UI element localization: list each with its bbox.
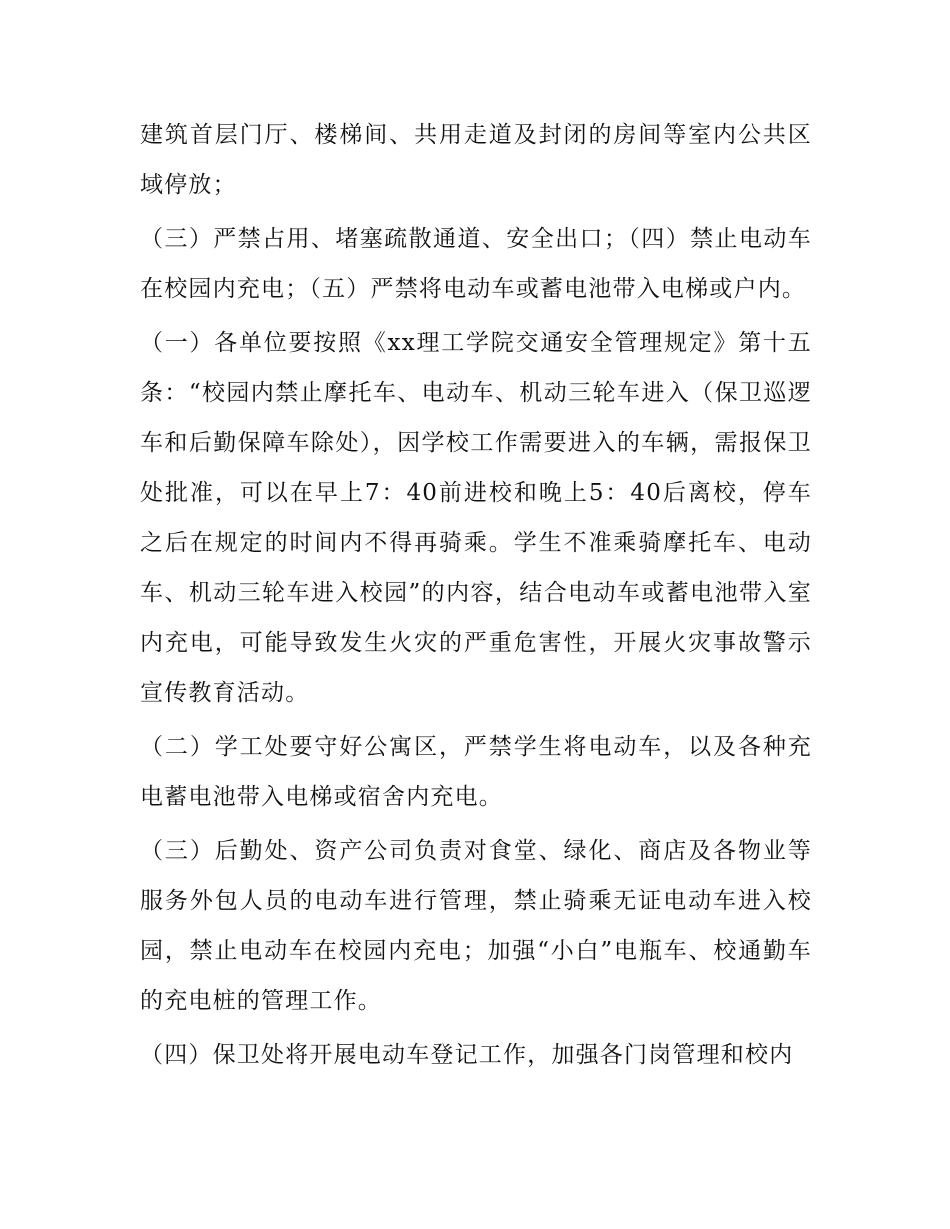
paragraph-traffic-regulation: （一）各单位要按照《xx理工学院交通安全管理规定》第十五条：“校园内禁止摩托车、电动车、机动三轮车进入（保卫巡逻车和后勤保障车除处），因学校工作需要进入的车辆，需报保卫处批准，可以在早上7：40前进校和晚上5：40后离校，停车之后在规定的时间内不得再骑乘。学生不准乘骑摩托车、电动车、机动三轮车进入校园”的内容，结合电动车或蓄电池带入室内充电，可能导致发生火灾的严重危害性，开展火灾事故警示宣传教育活动。 [140,330,812,706]
document-body [140,110,812,1084]
paragraph-student-affairs: （二）学工处要守好公寓区，严禁学生将电动车，以及各种充电蓄电池带入电梯或宿舍内充电。 [140,734,812,810]
paragraph-parking-areas: 建筑首层门厅、楼梯间、共用走道及封闭的房间等室内公共区域停放； [140,122,812,198]
paragraph-logistics: （三）后勤处、资产公司负责对食堂、绿化、商店及各物业等服务外包人员的电动车进行管理，禁止骑乘无证电动车进入校园，禁止电动车在校园内充电；加强“小白”电瓶车、校通勤车的充电桩的管理工作。 [140,838,812,1014]
paragraph-security: （四）保卫处将开展电动车登记工作，加强各门岗管理和校内 [140,1042,794,1068]
paragraph-prohibitions: （三）严禁占用、堵塞疏散通道、安全出口；（四）禁止电动车在校园内充电；（五）严禁将电动车或蓄电池带入电梯或户内。 [140,226,812,302]
